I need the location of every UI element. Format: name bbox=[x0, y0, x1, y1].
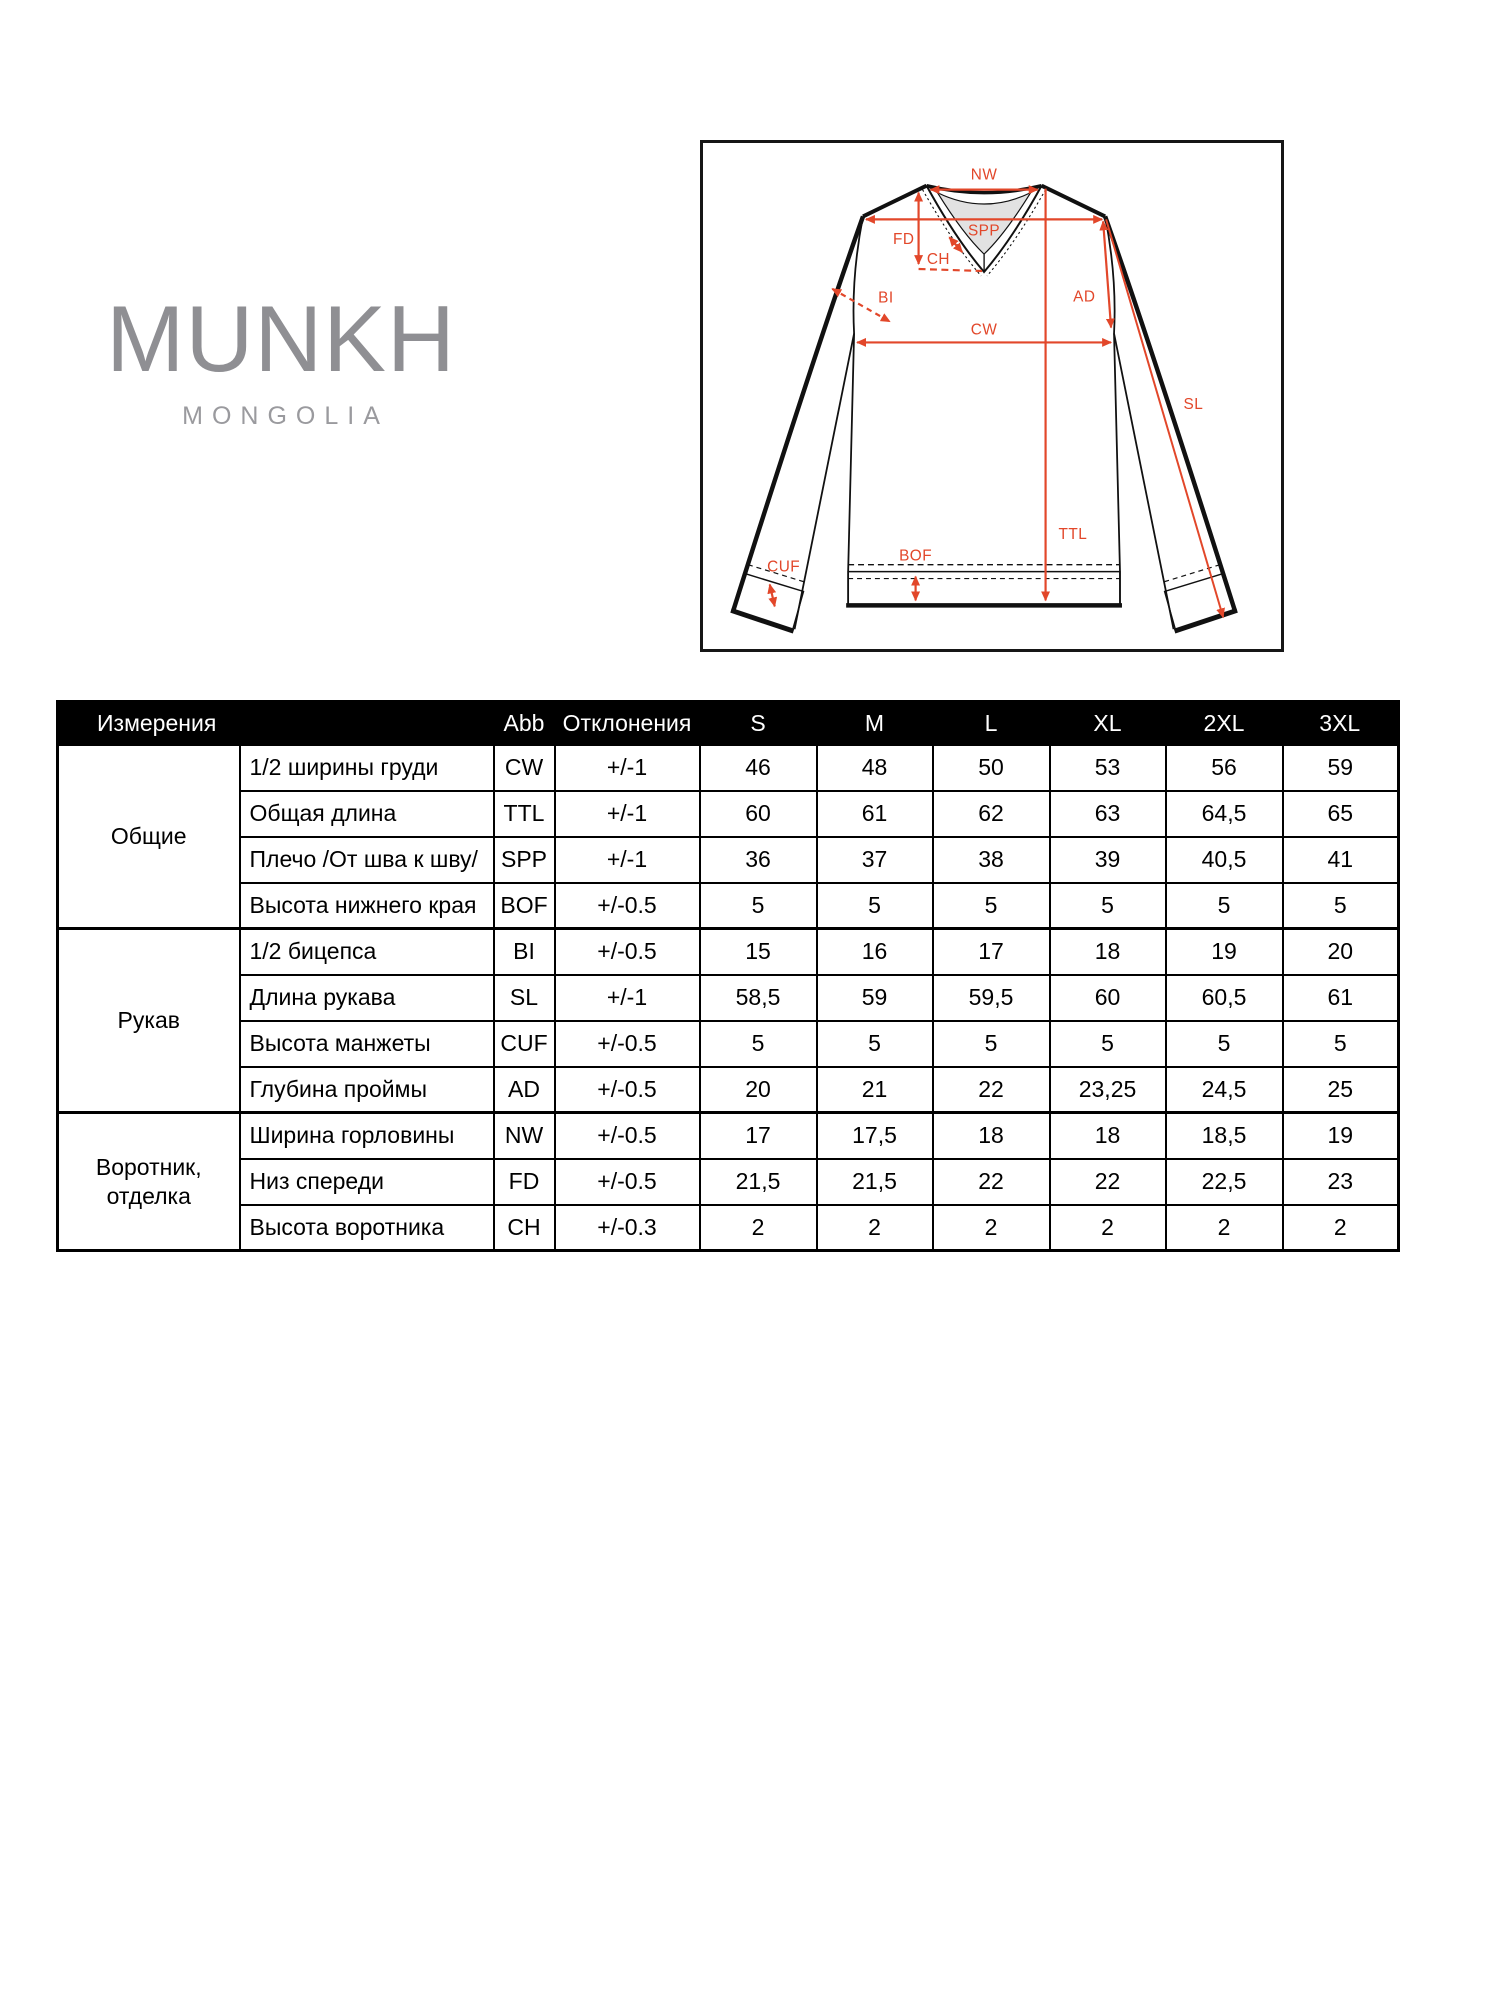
value-cell: 22 bbox=[933, 1067, 1050, 1113]
header-size-l: L bbox=[933, 702, 1050, 745]
value-cell: 17,5 bbox=[817, 1113, 933, 1159]
value-cell: 56 bbox=[1166, 745, 1283, 791]
bi-label: BI bbox=[878, 289, 894, 307]
value-cell: 2 bbox=[1166, 1205, 1283, 1251]
value-cell: 2 bbox=[700, 1205, 817, 1251]
value-cell: 5 bbox=[817, 1021, 933, 1067]
value-cell: 5 bbox=[700, 1021, 817, 1067]
value-cell: 21,5 bbox=[817, 1159, 933, 1205]
table-header-row bbox=[58, 702, 1399, 745]
value-cell: 2 bbox=[1050, 1205, 1166, 1251]
left-shoulder-seam bbox=[863, 186, 926, 217]
table-row bbox=[58, 883, 1399, 929]
table-row bbox=[58, 1205, 1399, 1251]
value-cell: 22,5 bbox=[1166, 1159, 1283, 1205]
value-cell: 21,5 bbox=[700, 1159, 817, 1205]
deviation-cell: +/-1 bbox=[555, 975, 700, 1021]
measure-label: Длина рукава bbox=[240, 975, 494, 1021]
measure-label: Плечо /От шва к шву/ bbox=[240, 837, 494, 883]
measure-label: Высота нижнего края bbox=[240, 883, 494, 929]
value-cell: 5 bbox=[1050, 883, 1166, 929]
value-cell: 39 bbox=[1050, 837, 1166, 883]
value-cell: 18 bbox=[1050, 929, 1166, 975]
value-cell: 41 bbox=[1283, 837, 1399, 883]
value-cell: 53 bbox=[1050, 745, 1166, 791]
value-cell: 58,5 bbox=[700, 975, 817, 1021]
abb-cell: SL bbox=[494, 975, 555, 1021]
sweater-technical-drawing bbox=[703, 143, 1281, 649]
measure-label: 1/2 бицепса bbox=[240, 929, 494, 975]
value-cell: 23,25 bbox=[1050, 1067, 1166, 1113]
value-cell: 18 bbox=[933, 1113, 1050, 1159]
table-row bbox=[58, 1021, 1399, 1067]
header-size-s: S bbox=[700, 702, 817, 745]
measure-label: 1/2 ширины груди bbox=[240, 745, 494, 791]
measure-label: Общая длина bbox=[240, 791, 494, 837]
table-row bbox=[58, 929, 1399, 975]
deviation-cell: +/-0.5 bbox=[555, 929, 700, 975]
value-cell: 5 bbox=[1050, 1021, 1166, 1067]
table-row bbox=[58, 837, 1399, 883]
cuf-arrow bbox=[770, 585, 775, 607]
right-cuff-end-cap bbox=[1175, 610, 1238, 631]
abb-cell: NW bbox=[494, 1113, 555, 1159]
value-cell: 23 bbox=[1283, 1159, 1399, 1205]
measure-label: Глубина проймы bbox=[240, 1067, 494, 1113]
nw-label: NW bbox=[970, 166, 998, 184]
right-shoulder-seam bbox=[1042, 186, 1105, 217]
value-cell: 46 bbox=[700, 745, 817, 791]
value-cell: 2 bbox=[1283, 1205, 1399, 1251]
header-size-xl: XL bbox=[1050, 702, 1166, 745]
group-label-general: Общие bbox=[58, 745, 240, 929]
deviation-cell: +/-0.5 bbox=[555, 883, 700, 929]
brand-subtitle: MONGOLIA bbox=[182, 402, 389, 430]
measure-label: Низ спереди bbox=[240, 1159, 494, 1205]
deviation-cell: +/-0.5 bbox=[555, 1021, 700, 1067]
fd-label: FD bbox=[892, 231, 915, 249]
left-sleeve-inner bbox=[795, 333, 855, 629]
table-row bbox=[58, 975, 1399, 1021]
value-cell: 17 bbox=[700, 1113, 817, 1159]
value-cell: 37 bbox=[817, 837, 933, 883]
value-cell: 24,5 bbox=[1166, 1067, 1283, 1113]
value-cell: 61 bbox=[1283, 975, 1399, 1021]
header-deviation: Отклонения bbox=[555, 702, 700, 745]
deviation-cell: +/-0.5 bbox=[555, 1067, 700, 1113]
value-cell: 59,5 bbox=[933, 975, 1050, 1021]
value-cell: 22 bbox=[1050, 1159, 1166, 1205]
value-cell: 60 bbox=[1050, 975, 1166, 1021]
value-cell: 59 bbox=[817, 975, 933, 1021]
value-cell: 20 bbox=[1283, 929, 1399, 975]
value-cell: 5 bbox=[1283, 883, 1399, 929]
deviation-cell: +/-1 bbox=[555, 745, 700, 791]
value-cell: 17 bbox=[933, 929, 1050, 975]
spp-label: SPP bbox=[967, 222, 1001, 240]
value-cell: 5 bbox=[1166, 1021, 1283, 1067]
measure-label: Ширина горловины bbox=[240, 1113, 494, 1159]
value-cell: 60,5 bbox=[1166, 975, 1283, 1021]
value-cell: 60 bbox=[700, 791, 817, 837]
measure-label: Высота манжеты bbox=[240, 1021, 494, 1067]
value-cell: 38 bbox=[933, 837, 1050, 883]
ad-label: AD bbox=[1073, 288, 1096, 306]
value-cell: 5 bbox=[817, 883, 933, 929]
value-cell: 18 bbox=[1050, 1113, 1166, 1159]
value-cell: 5 bbox=[933, 1021, 1050, 1067]
abb-cell: BOF bbox=[494, 883, 555, 929]
measure-label: Высота воротника bbox=[240, 1205, 494, 1251]
value-cell: 20 bbox=[700, 1067, 817, 1113]
value-cell: 5 bbox=[700, 883, 817, 929]
fd-extension-dashed bbox=[919, 269, 982, 271]
deviation-cell: +/-0.5 bbox=[555, 1159, 700, 1205]
abb-cell: AD bbox=[494, 1067, 555, 1113]
right-sleeve-outer bbox=[1105, 216, 1235, 611]
sl-arrow bbox=[1106, 219, 1223, 617]
header-measurements: Измерения bbox=[58, 702, 494, 745]
group-label-collar: Воротник, отделка bbox=[58, 1113, 240, 1251]
value-cell: 36 bbox=[700, 837, 817, 883]
table-row bbox=[58, 1159, 1399, 1205]
header-size-m: M bbox=[817, 702, 933, 745]
abb-cell: FD bbox=[494, 1159, 555, 1205]
deviation-cell: +/-0.3 bbox=[555, 1205, 700, 1251]
value-cell: 2 bbox=[933, 1205, 1050, 1251]
abb-cell: CUF bbox=[494, 1021, 555, 1067]
abb-cell: CH bbox=[494, 1205, 555, 1251]
value-cell: 59 bbox=[1283, 745, 1399, 791]
brand-name: MUNKH bbox=[106, 286, 456, 391]
table-row bbox=[58, 1067, 1399, 1113]
ttl-label: TTL bbox=[1058, 525, 1088, 543]
cuf-label: CUF bbox=[767, 558, 801, 576]
value-cell: 19 bbox=[1166, 929, 1283, 975]
header-size-3xl: 3XL bbox=[1283, 702, 1399, 745]
value-cell: 63 bbox=[1050, 791, 1166, 837]
value-cell: 18,5 bbox=[1166, 1113, 1283, 1159]
value-cell: 5 bbox=[1283, 1021, 1399, 1067]
value-cell: 2 bbox=[817, 1205, 933, 1251]
value-cell: 40,5 bbox=[1166, 837, 1283, 883]
value-cell: 48 bbox=[817, 745, 933, 791]
deviation-cell: +/-1 bbox=[555, 791, 700, 837]
deviation-cell: +/-0.5 bbox=[555, 1113, 700, 1159]
table-row bbox=[58, 745, 1399, 791]
left-cuff-end-cap bbox=[731, 610, 794, 631]
header-abb: Abb bbox=[494, 702, 555, 745]
abb-cell: TTL bbox=[494, 791, 555, 837]
ad-arrow bbox=[1103, 221, 1111, 327]
abb-cell: BI bbox=[494, 929, 555, 975]
value-cell: 19 bbox=[1283, 1113, 1399, 1159]
header-size-2xl: 2XL bbox=[1166, 702, 1283, 745]
value-cell: 16 bbox=[817, 929, 933, 975]
value-cell: 22 bbox=[933, 1159, 1050, 1205]
value-cell: 25 bbox=[1283, 1067, 1399, 1113]
abb-cell: SPP bbox=[494, 837, 555, 883]
ch-label: CH bbox=[926, 251, 951, 269]
value-cell: 5 bbox=[1166, 883, 1283, 929]
value-cell: 21 bbox=[817, 1067, 933, 1113]
garment-diagram-frame bbox=[700, 140, 1284, 652]
value-cell: 61 bbox=[817, 791, 933, 837]
size-chart-table bbox=[56, 700, 1400, 1252]
value-cell: 62 bbox=[933, 791, 1050, 837]
right-sleeve-inner bbox=[1114, 333, 1174, 629]
hem-rib-band bbox=[848, 572, 1120, 606]
value-cell: 65 bbox=[1283, 791, 1399, 837]
bof-label: BOF bbox=[899, 547, 933, 565]
brand-logo bbox=[100, 286, 462, 431]
value-cell: 5 bbox=[933, 883, 1050, 929]
group-label-sleeve: Рукав bbox=[58, 929, 240, 1113]
value-cell: 15 bbox=[700, 929, 817, 975]
abb-cell: CW bbox=[494, 745, 555, 791]
cw-label: CW bbox=[970, 321, 998, 339]
table-row bbox=[58, 1113, 1399, 1159]
sl-label: SL bbox=[1183, 395, 1204, 413]
value-cell: 64,5 bbox=[1166, 791, 1283, 837]
deviation-cell: +/-1 bbox=[555, 837, 700, 883]
left-sleeve-outer bbox=[733, 216, 863, 611]
table-row bbox=[58, 791, 1399, 837]
value-cell: 50 bbox=[933, 745, 1050, 791]
